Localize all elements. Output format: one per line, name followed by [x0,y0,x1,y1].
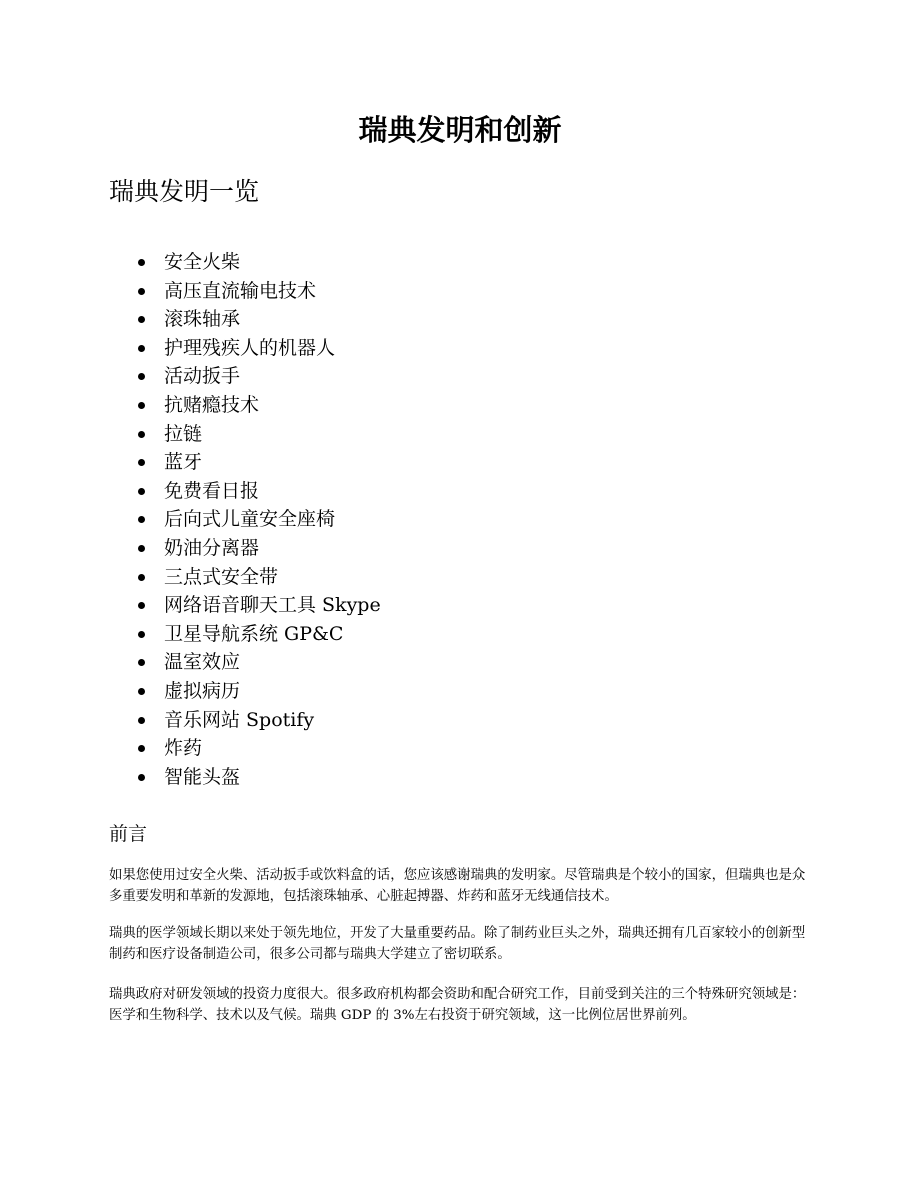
bullet-icon [138,774,145,781]
paragraph: 瑞典政府对研发领域的投资力度很大。很多政府机构都会资助和配合研究工作，目前受到关注的三个特殊研究领域是：医学和生物科学、技术以及气候。瑞典 GDP 的 3%左右投资于研究领域，这一比例位居世界前列。 [109,987,806,1023]
list-item-label: 奶油分离器 [164,536,260,559]
list-item-label: 高压直流输电技术 [164,279,317,302]
list-item [109,706,381,735]
preface-heading: 前言 [109,823,148,845]
list-item-label: 活动扳手 [164,365,241,388]
list-item [109,420,381,449]
invention-list [109,248,381,791]
bullet-icon [138,688,145,695]
list-item-label: 炸药 [164,737,203,760]
list-item [109,277,381,306]
list-item-label: 滚珠轴承 [164,308,241,331]
list-item [109,505,381,534]
section-heading-inventions: 瑞典发明一览 [109,177,260,206]
bullet-icon [138,288,145,295]
list-item [109,534,381,563]
bullet-icon [138,602,145,609]
list-item-label: 虚拟病历 [164,679,241,702]
list-item [109,448,381,477]
bullet-icon [138,545,145,552]
list-item-label: 后向式儿童安全座椅 [164,508,336,531]
list-item [109,734,381,763]
list-item-label: 音乐网站 Spotify [164,708,315,731]
document-title: 瑞典发明和创新 [358,113,562,147]
list-item-label: 抗赌瘾技术 [164,393,260,416]
list-item-label: 免费看日报 [164,479,260,502]
bullet-icon [138,345,145,352]
bullet-icon [138,459,145,466]
list-item [109,305,381,334]
list-item [109,563,381,592]
list-item [109,763,381,792]
paragraph: 如果您使用过安全火柴、活动扳手或饮料盒的话，您应该感谢瑞典的发明家。尽管瑞典是个较小的国家，但瑞典也是众多重要发明和革新的发源地，包括滚珠轴承、心脏起搏器、炸药和蓝牙无线通信技术。 [109,868,806,904]
bullet-icon [138,659,145,666]
bullet-icon [138,516,145,523]
list-item [109,677,381,706]
bullet-icon [138,717,145,724]
list-item-label: 护理残疾人的机器人 [164,336,336,359]
list-item-label: 智能头盔 [164,765,241,788]
list-item-label: 安全火柴 [164,251,241,273]
list-item-label: 卫星导航系统 GP&C [164,622,344,645]
list-item [109,248,381,277]
list-item-label: 拉链 [164,422,203,445]
list-item [109,334,381,363]
paragraph: 瑞典的医学领域长期以来处于领先地位，开发了大量重要药品。除了制药业巨头之外，瑞典还拥有几百家较小的创新型制药和医疗设备制造公司，很多公司都与瑞典大学建立了密切联系。 [109,926,806,962]
bullet-icon [138,745,145,752]
list-item-label: 温室效应 [164,651,241,674]
bullet-icon [138,431,145,438]
bullet-icon [138,488,145,495]
list-item [109,362,381,391]
bullet-icon [138,373,145,380]
list-item [109,477,381,506]
list-item-label: 蓝牙 [164,451,203,474]
bullet-icon [138,574,145,581]
list-item-label: 网络语音聊天工具 Skype [164,594,381,617]
bullet-icon [138,631,145,638]
bullet-icon [138,402,145,409]
list-item [109,620,381,649]
list-item [109,591,381,620]
bullet-icon [138,259,145,266]
list-item [109,648,381,677]
list-item [109,391,381,420]
bullet-icon [138,316,145,323]
list-item-label: 三点式安全带 [164,565,279,588]
